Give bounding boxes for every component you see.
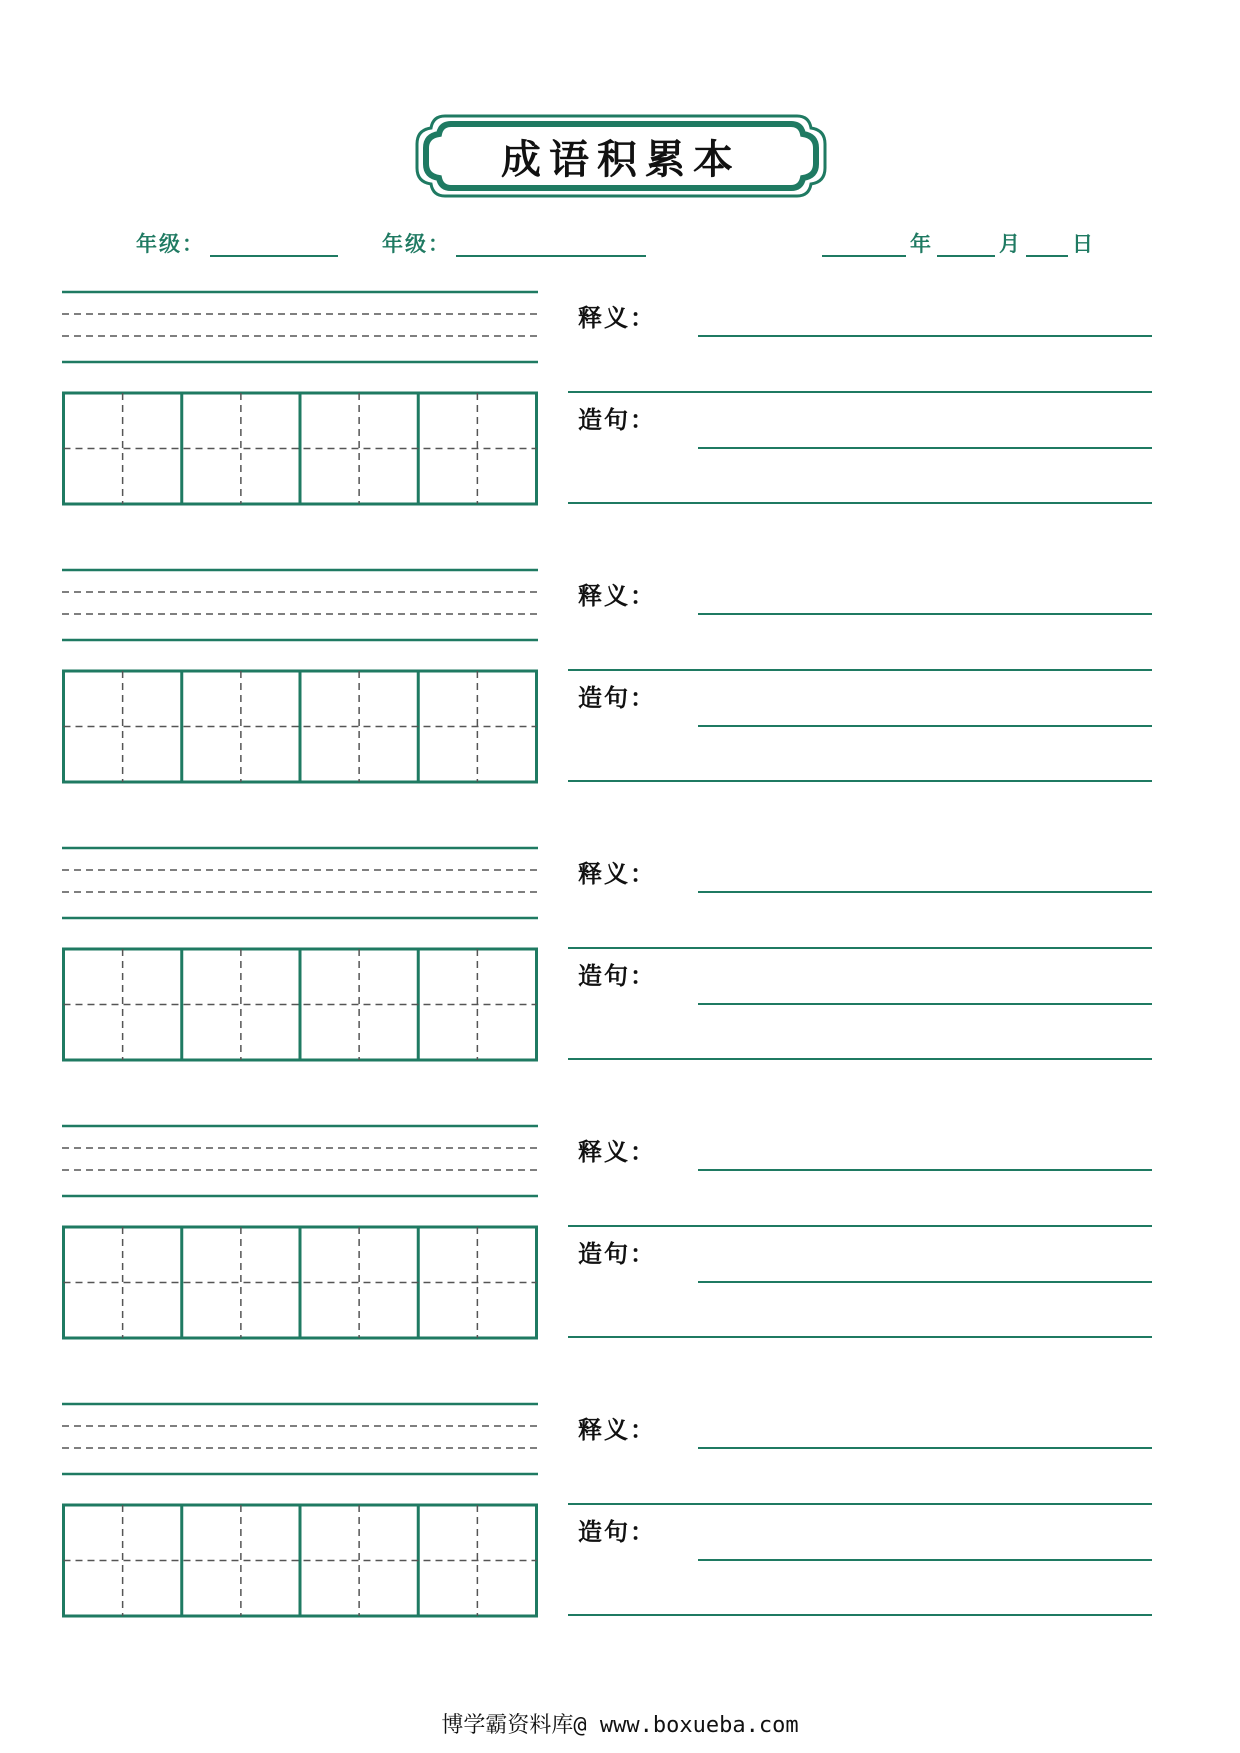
sentence-line[interactable] bbox=[698, 447, 1152, 449]
meaning-label: 释义： bbox=[578, 581, 656, 610]
sentence-label: 造句： bbox=[578, 961, 656, 990]
idiom-entry bbox=[0, 846, 1240, 1126]
idiom-writing-grid[interactable] bbox=[62, 1402, 540, 1622]
idiom-writing-grid[interactable] bbox=[62, 568, 540, 788]
idiom-entry bbox=[0, 1124, 1240, 1404]
sentence-line[interactable] bbox=[698, 725, 1152, 727]
sentence-line[interactable] bbox=[698, 1281, 1152, 1283]
sentence-line[interactable] bbox=[568, 391, 1152, 393]
idiom-writing-grid[interactable] bbox=[62, 290, 540, 510]
day-field[interactable] bbox=[1026, 255, 1068, 257]
sentence-line[interactable] bbox=[568, 1503, 1152, 1505]
sentence-line[interactable] bbox=[568, 1058, 1152, 1060]
meaning-line[interactable] bbox=[698, 1169, 1152, 1171]
footer-watermark: 博学霸资料库@ www.boxueba.com bbox=[441, 1713, 799, 1738]
meaning-label: 释义： bbox=[578, 859, 656, 888]
sentence-label: 造句： bbox=[578, 683, 656, 712]
sentence-line[interactable] bbox=[568, 1336, 1152, 1338]
meaning-line[interactable] bbox=[698, 613, 1152, 615]
sentence-line[interactable] bbox=[568, 947, 1152, 949]
sentence-line[interactable] bbox=[698, 1559, 1152, 1561]
sentence-line[interactable] bbox=[568, 1614, 1152, 1616]
grade-label: 年级： bbox=[136, 231, 205, 256]
page-title: 成语积累本 bbox=[501, 135, 741, 183]
month-field[interactable] bbox=[937, 255, 995, 257]
idiom-entry bbox=[0, 290, 1240, 570]
year-label: 年 bbox=[910, 231, 933, 256]
grade-label-2: 年级： bbox=[382, 231, 451, 256]
meaning-line[interactable] bbox=[698, 1447, 1152, 1449]
sentence-label: 造句： bbox=[578, 1517, 656, 1546]
grade-field[interactable] bbox=[210, 255, 338, 257]
year-field[interactable] bbox=[822, 255, 906, 257]
idiom-entry bbox=[0, 1402, 1240, 1682]
day-label: 日 bbox=[1072, 231, 1095, 256]
sentence-line[interactable] bbox=[568, 1225, 1152, 1227]
sentence-line[interactable] bbox=[568, 669, 1152, 671]
sentence-label: 造句： bbox=[578, 405, 656, 434]
meaning-label: 释义： bbox=[578, 1415, 656, 1444]
grade-field-2[interactable] bbox=[456, 255, 646, 257]
idiom-writing-grid[interactable] bbox=[62, 1124, 540, 1344]
sentence-line[interactable] bbox=[698, 1003, 1152, 1005]
sentence-label: 造句： bbox=[578, 1239, 656, 1268]
sentence-line[interactable] bbox=[568, 780, 1152, 782]
sentence-line[interactable] bbox=[568, 502, 1152, 504]
idiom-entry bbox=[0, 568, 1240, 848]
month-label: 月 bbox=[999, 231, 1022, 256]
idiom-writing-grid[interactable] bbox=[62, 846, 540, 1066]
meaning-line[interactable] bbox=[698, 335, 1152, 337]
meaning-line[interactable] bbox=[698, 891, 1152, 893]
meaning-label: 释义： bbox=[578, 1137, 656, 1166]
meaning-label: 释义： bbox=[578, 303, 656, 332]
